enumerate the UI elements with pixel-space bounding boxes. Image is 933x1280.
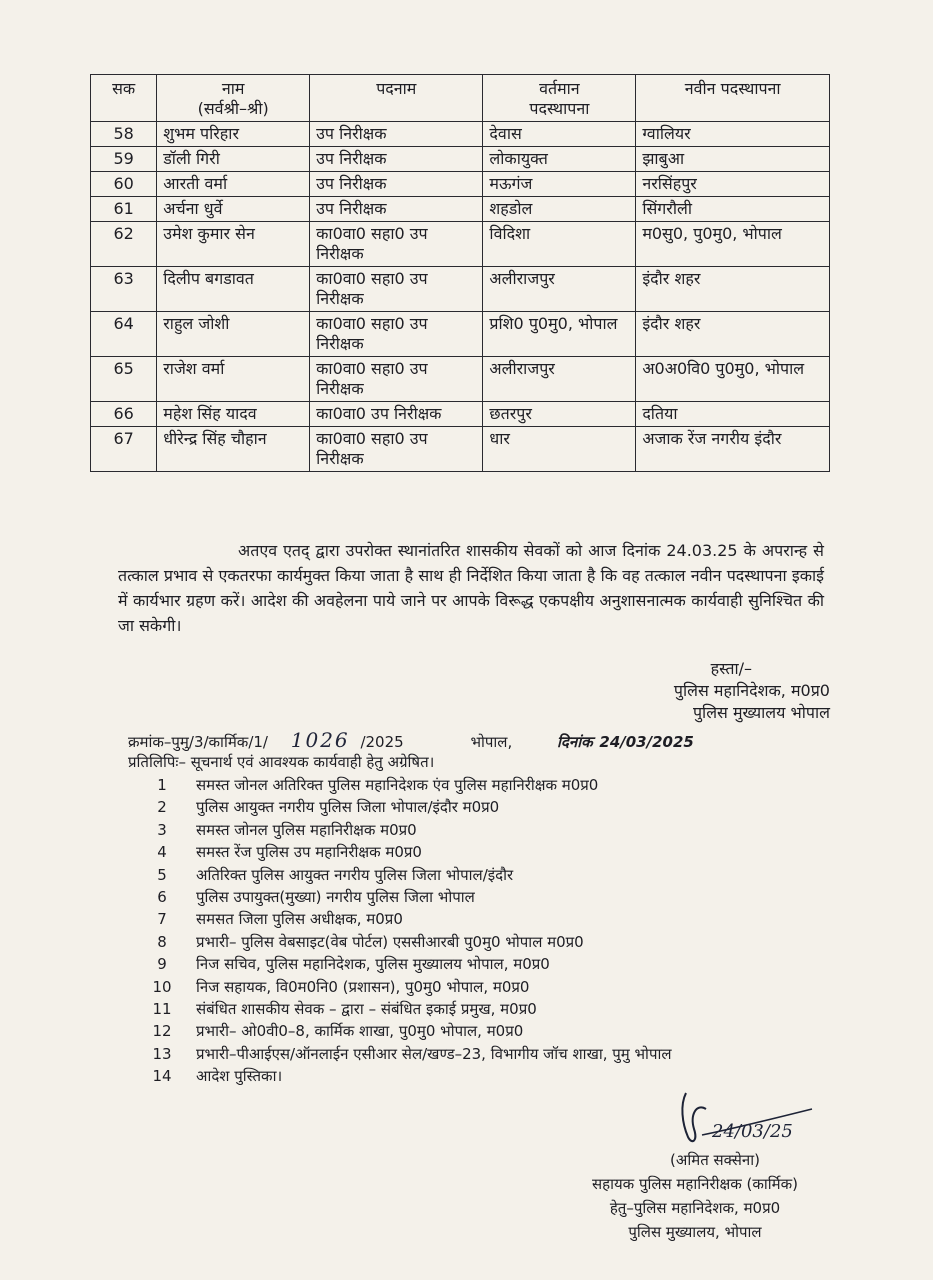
cell-designation: का0वा0 उप निरीक्षक (310, 402, 483, 427)
header-name (157, 75, 310, 122)
cell-current-posting: देवास (483, 122, 636, 147)
list-item-text: निज सहायक, वि0म0नि0 (प्रशासन), पु0मु0 भोपाल, म0प्र0 (196, 977, 530, 996)
cell-current-posting: प्रशि0 पु0मु0, भोपाल (483, 312, 636, 357)
handwritten-signature (672, 1085, 822, 1155)
list-item (128, 998, 848, 1020)
table-row (91, 172, 830, 197)
header-name-line2: (सर्वश्री–श्री) (197, 99, 269, 118)
cell-sno: 65 (91, 357, 157, 402)
list-item-number: 12 (152, 1022, 172, 1041)
table-row (91, 312, 830, 357)
table-row (91, 402, 830, 427)
list-item (128, 1020, 848, 1042)
cell-name: आरती वर्मा (157, 172, 310, 197)
cell-new-posting: इंदौर शहर (636, 267, 830, 312)
header-current-line1: वर्तमान (539, 79, 580, 98)
list-item (128, 796, 848, 818)
table-row (91, 122, 830, 147)
order-number: 1026 (290, 728, 350, 752)
cell-sno: 64 (91, 312, 157, 357)
table-body (91, 122, 830, 472)
cell-sno: 59 (91, 147, 157, 172)
list-item-number: 5 (157, 865, 167, 884)
list-item-text: पुलिस उपायुक्त(मुख्या) नगरीय पुलिस जिला भोपाल (196, 888, 475, 907)
list-item-text: प्रभारी– पुलिस वेबसाइट(वेब पोर्टल) एससीआरबी पु0मु0 भोपाल म0प्र0 (196, 932, 584, 951)
header-current-line2: पदस्थापना (529, 99, 590, 118)
list-item-text: अतिरिक्त पुलिस आयुक्त नगरीय पुलिस जिला भोपाल/इंदौर (196, 865, 514, 884)
list-item-number: 8 (157, 932, 167, 951)
header-current-posting (483, 75, 636, 122)
signatory-office: पुलिस मुख्यालय भोपाल (692, 703, 830, 722)
order-paragraph: अतएव एतद् द्वारा उपरोक्त स्थानांतरित शासकीय सेवकों को आज दिनांक 24.03.25 के अपरान्ह से तत्काल प्रभाव से एकतरफा कार्यमुक्त किया जाता है साथ ही निर्देशित किया जाता है कि वह तत्काल नवीन पदस्थापना इकाई में कार्यभार ग्रहण करें। आदेश की अवहेलना पाये जाने पर आपके विरूद्ध एकपक्षीय अनुशासनात्मक कार्यवाही सुनिश्चित की जा सकेगी। (118, 541, 824, 635)
order-year: /2025 (360, 733, 404, 751)
signature-drawing (672, 1085, 822, 1155)
officer-office: पुलिस मुख्यालय, भोपाल (628, 1223, 762, 1241)
cell-sno: 63 (91, 267, 157, 312)
cell-name: डॉली गिरी (157, 147, 310, 172)
officer-on-behalf: हेतु–पुलिस महानिदेशक, म0प्र0 (609, 1199, 781, 1217)
list-item (128, 931, 848, 953)
cell-name: महेश सिंह यादव (157, 402, 310, 427)
cell-current-posting: अलीराजपुर (483, 267, 636, 312)
table-row (91, 357, 830, 402)
order-date-label: दिनांक (557, 733, 593, 751)
list-item (128, 1043, 848, 1065)
cell-name: उमेश कुमार सेन (157, 222, 310, 267)
header-sno: सक (91, 75, 157, 122)
cell-current-posting: विदिशा (483, 222, 636, 267)
cell-designation: का0वा0 सहा0 उप निरीक्षक (310, 222, 483, 267)
list-item-text: समस्त रेंज पुलिस उप महानिरीक्षक म0प्र0 (196, 843, 422, 862)
list-item (128, 864, 848, 886)
order-prefix: क्रमांक–पुमु/3/कार्मिक/1/ (128, 733, 268, 751)
cell-sno: 67 (91, 427, 157, 472)
list-item-text: निज सचिव, पुलिस महानिदेशक, पुलिस मुख्यालय भोपाल, म0प्र0 (196, 955, 550, 974)
cell-sno: 58 (91, 122, 157, 147)
cell-sno: 60 (91, 172, 157, 197)
list-item-number: 1 (157, 776, 167, 794)
cell-designation: का0वा0 सहा0 उप निरीक्षक (310, 312, 483, 357)
list-item (128, 953, 848, 975)
list-item (128, 976, 848, 998)
cell-new-posting: ग्वालियर (636, 122, 830, 147)
cell-current-posting: छतरपुर (483, 402, 636, 427)
list-item-text: आदेश पुस्तिका। (196, 1067, 283, 1086)
header-name-line1: नाम (221, 79, 245, 98)
officer-block (560, 1148, 830, 1244)
list-item-text: पुलिस आयुक्त नगरीय पुलिस जिला भोपाल/इंदौर म0प्र0 (196, 798, 500, 817)
list-item-text: समस्त जोनल अतिरिक्त पुलिस महानिदेशक एंव पुलिस महानिरीक्षक म0प्र0 (196, 776, 599, 794)
table-header-row (91, 75, 830, 122)
cell-current-posting: लोकायुक्त (483, 147, 636, 172)
signature-date: 24/03/25 (712, 1121, 793, 1142)
cell-new-posting: म0सु0, पु0मु0, भोपाल (636, 222, 830, 267)
list-item (128, 841, 848, 863)
cell-current-posting: मऊगंज (483, 172, 636, 197)
cell-new-posting: नरसिंहपुर (636, 172, 830, 197)
table-row (91, 222, 830, 267)
list-item-text: समस्त जोनल पुलिस महानिरीक्षक म0प्र0 (196, 820, 417, 839)
list-item-number: 4 (157, 843, 167, 862)
order-date-value: 24/03/2025 (599, 733, 694, 751)
list-item-number: 7 (157, 910, 167, 929)
list-item (128, 908, 848, 930)
cell-designation: उप निरीक्षक (310, 172, 483, 197)
table-row (91, 147, 830, 172)
cell-sno: 66 (91, 402, 157, 427)
cell-new-posting: इंदौर शहर (636, 312, 830, 357)
list-item-number: 13 (152, 1044, 172, 1063)
cell-name: शुभम परिहार (157, 122, 310, 147)
list-item-text: प्रभारी–पीआईएस/ऑनलाईन एसीआर सेल/खण्ड–23, विभागीय जॉच शाखा, पुमु भोपाल (196, 1044, 672, 1063)
list-item-text: प्रभारी– ओ0वी0–8, कार्मिक शाखा, पु0मु0 भोपाल, म0प्र0 (196, 1022, 524, 1041)
copy-to-label: प्रतिलिपिः– सूचनार्थ एवं आवश्यक कार्यवाही हेतु अग्रेषित। (128, 753, 435, 771)
signatory-title: पुलिस महानिदेशक, म0प्र0 (673, 681, 830, 700)
cell-sno: 62 (91, 222, 157, 267)
cell-name: दिलीप बगडावत (157, 267, 310, 312)
list-item (128, 886, 848, 908)
cell-current-posting: अलीराजपुर (483, 357, 636, 402)
cell-name: धीरेन्द्र सिंह चौहान (157, 427, 310, 472)
table-row (91, 267, 830, 312)
list-item (128, 819, 848, 841)
officer-name: (अमित सक्सेना) (670, 1151, 760, 1169)
signed-mark: हस्ता/– (710, 659, 752, 678)
list-item-number: 9 (157, 955, 167, 974)
officer-title: सहायक पुलिस महानिरीक्षक (कार्मिक) (591, 1175, 799, 1193)
cell-new-posting: अजाक रेंज नगरीय इंदौर (636, 427, 830, 472)
list-item-number: 3 (157, 820, 167, 839)
header-new-posting: नवीन पदस्थापना (636, 75, 830, 122)
list-item-text: संबंधित शासकीय सेवक – द्वारा – संबंधित इकाई प्रमुख, म0प्र0 (196, 1000, 537, 1019)
cell-designation: का0वा0 सहा0 उप निरीक्षक (310, 267, 483, 312)
list-item-number: 6 (157, 888, 167, 907)
cell-current-posting: शहडोल (483, 197, 636, 222)
order-reference-line (128, 730, 818, 752)
cell-designation: का0वा0 सहा0 उप निरीक्षक (310, 357, 483, 402)
cell-designation: का0वा0 सहा0 उप निरीक्षक (310, 427, 483, 472)
table-row (91, 427, 830, 472)
list-item (128, 774, 848, 796)
list-item-number: 14 (152, 1067, 172, 1086)
list-item-number: 2 (157, 798, 167, 817)
cell-new-posting: दतिया (636, 402, 830, 427)
cell-designation: उप निरीक्षक (310, 197, 483, 222)
cell-designation: उप निरीक्षक (310, 147, 483, 172)
list-item-number: 10 (152, 977, 172, 996)
cell-name: राजेश वर्मा (157, 357, 310, 402)
cell-name: राहुल जोशी (157, 312, 310, 357)
cell-name: अर्चना धुर्वे (157, 197, 310, 222)
cell-new-posting: सिंगरौली (636, 197, 830, 222)
cell-sno: 61 (91, 197, 157, 222)
copy-recipient-list (128, 774, 848, 1088)
cell-new-posting: अ0अ0वि0 पु0मु0, भोपाल (636, 357, 830, 402)
list-item-number: 11 (152, 1000, 172, 1019)
header-designation: पदनाम (310, 75, 483, 122)
signatory-block (580, 658, 830, 724)
cell-new-posting: झाबुआ (636, 147, 830, 172)
order-place: भोपाल, (470, 733, 513, 751)
transfer-table (90, 74, 830, 472)
cell-current-posting: धार (483, 427, 636, 472)
cell-designation: उप निरीक्षक (310, 122, 483, 147)
table-row (91, 197, 830, 222)
list-item-text: समसत जिला पुलिस अधीक्षक, म0प्र0 (196, 910, 403, 929)
